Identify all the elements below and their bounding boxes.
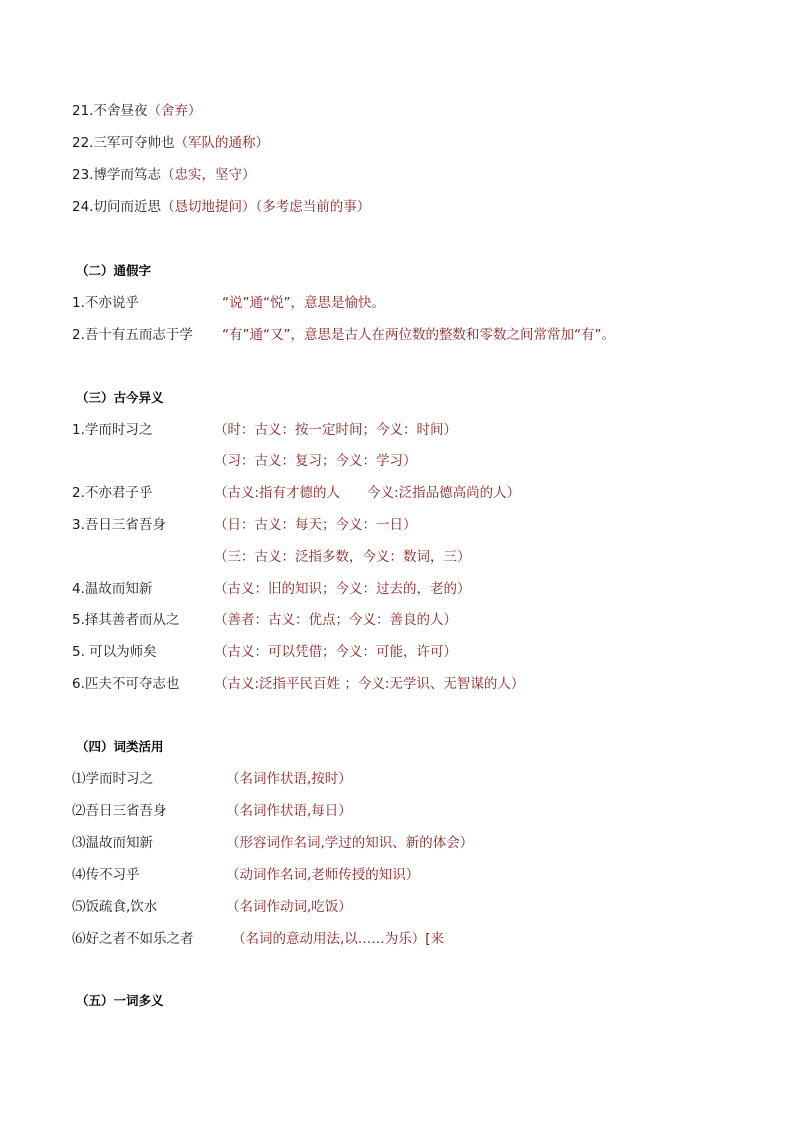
note: （日：古义：每天；今义：一日） — [214, 517, 417, 533]
note: “有”通“又”，意思是古人在两位数的整数和零数之间常常加“有”。 — [222, 327, 615, 343]
note: （形容词作名词,学过的知识、新的体会） — [226, 835, 474, 851]
note: （恳切地提问）（多考虑当前的事） — [160, 199, 371, 215]
term: 24.切问而近思 — [72, 199, 161, 215]
note: （古义：旧的知识；今义：过去的，老的） — [214, 581, 471, 597]
note: （名词作状语,按时） — [226, 771, 352, 787]
term: 22.三军可夺帅也 — [72, 135, 175, 151]
note: （动词作名词,老师传授的知识） — [226, 867, 420, 883]
note: （名词的意动用法,以……为乐）[来 — [232, 931, 445, 947]
list-item — [72, 134, 269, 152]
note: （时：古义：按一定时间；今义：时间） — [214, 422, 457, 438]
section-heading: （三）古今异义 — [76, 390, 164, 405]
term: 1.学而时习之 — [72, 422, 153, 438]
list-item — [72, 198, 370, 216]
term: ⑵吾日三省吾身 — [72, 803, 167, 819]
term: 1.不亦说乎 — [72, 295, 139, 311]
note: （名词作状语,每日） — [226, 803, 352, 819]
note: （名词作动词,吃饭） — [226, 899, 352, 915]
term: ⑸饭疏食,饮水 — [72, 899, 158, 915]
section-heading: （二）通假字 — [76, 263, 152, 278]
term: 6.匹夫不可夺志也 — [72, 676, 180, 692]
term: 2.吾十有五而志于学 — [72, 327, 193, 343]
note: （舍弃） — [147, 103, 202, 119]
section-heading: （四）词类活用 — [76, 739, 164, 754]
note: （三：古义：泛指多数，今义：数词，三） — [214, 549, 471, 565]
term: 21.不舍昼夜 — [72, 103, 148, 119]
term: ⑷传不习乎 — [72, 867, 140, 883]
note: “说”通“悦”，意思是愉快。 — [222, 295, 385, 311]
term: 3.吾日三省吾身 — [72, 517, 166, 533]
section-heading: （五）一词多义 — [76, 993, 164, 1008]
term: 4.温故而知新 — [72, 581, 153, 597]
term: 5.择其善者而从之 — [72, 612, 180, 628]
note: （忠实，坚守） — [160, 167, 256, 183]
term: ⑹好之者不如乐之者 — [72, 931, 194, 947]
note: （古义:泛指平民百姓 ；今义:无学识、无智谋的人） — [214, 676, 525, 692]
term: ⑴学而时习之 — [72, 771, 153, 787]
term: 5. 可以为师矣 — [72, 644, 157, 660]
list-item — [72, 102, 201, 120]
term: 23.博学而笃志 — [72, 167, 161, 183]
note: （军队的通称） — [174, 135, 269, 151]
list-item — [72, 166, 255, 184]
note: （善者：古义：优点；今义：善良的人） — [214, 612, 457, 628]
note: （习：古义：复习；今义：学习） — [214, 453, 417, 469]
note: （古义：可以凭借；今义：可能，许可） — [214, 644, 457, 660]
note: （古义:指有才德的人 今义:泛指品德高尚的人） — [214, 485, 521, 501]
term: ⑶温故而知新 — [72, 835, 153, 851]
term: 2.不亦君子乎 — [72, 485, 153, 501]
